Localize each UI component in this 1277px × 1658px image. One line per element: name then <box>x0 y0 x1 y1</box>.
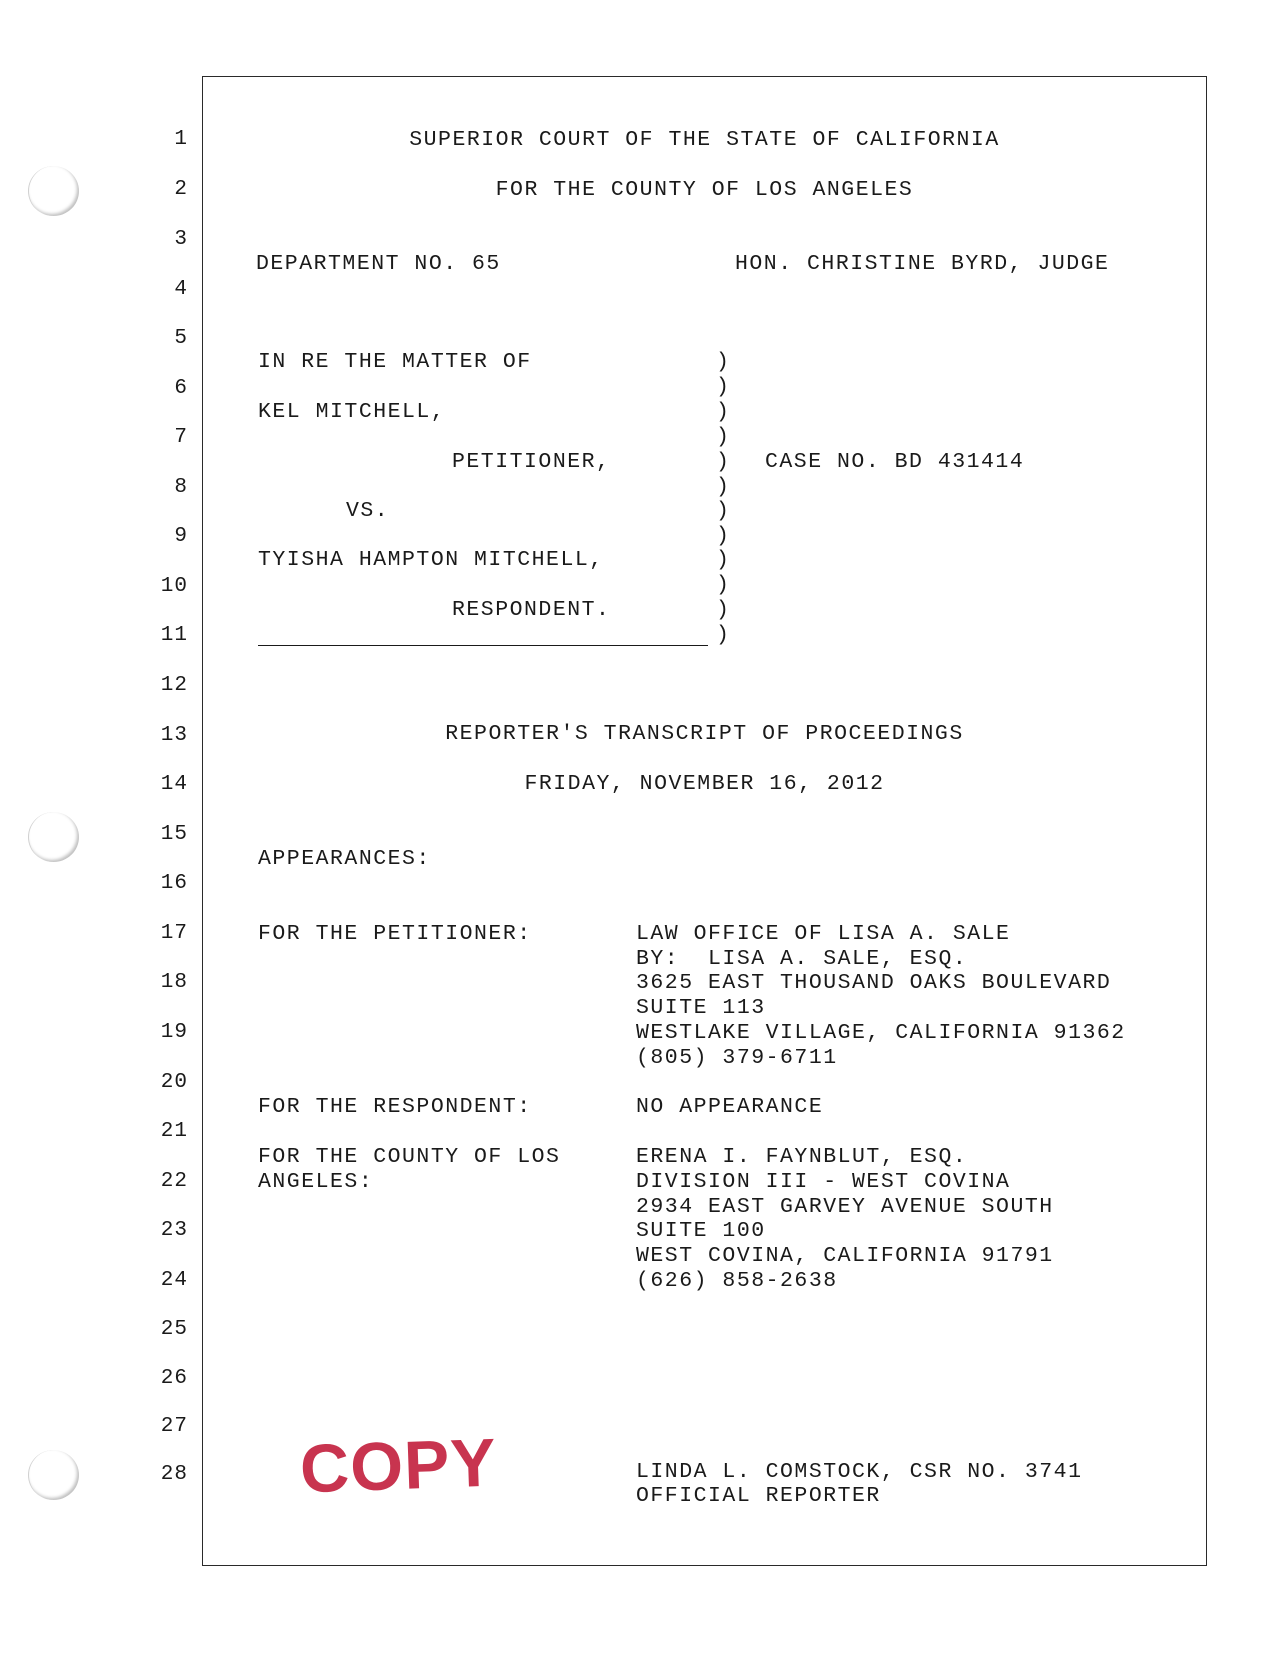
caption-paren: ) <box>716 548 729 572</box>
line-number: 23 <box>160 1219 188 1242</box>
binder-hole-middle <box>28 812 79 862</box>
case-number: CASE NO. BD 431414 <box>765 450 1025 474</box>
reporter-title: OFFICIAL REPORTER <box>636 1484 881 1508</box>
caption-petitioner-name: KEL MITCHELL, <box>258 400 446 424</box>
caption-paren: ) <box>716 623 729 647</box>
caption-paren: ) <box>716 475 729 499</box>
appearance-label: FOR THE COUNTY OF LOS <box>258 1145 561 1169</box>
line-number: 6 <box>174 377 188 400</box>
line-number: 3 <box>174 228 188 251</box>
line-number: 2 <box>174 178 188 201</box>
line-number: 7 <box>174 426 188 449</box>
department-number: DEPARTMENT NO. 65 <box>256 252 501 276</box>
caption-paren: ) <box>716 375 729 399</box>
proceedings-date: FRIDAY, NOVEMBER 16, 2012 <box>524 772 885 796</box>
line-number: 17 <box>160 922 188 945</box>
appearances-heading: APPEARANCES: <box>258 847 431 871</box>
caption-respondent-name: TYISHA HAMPTON MITCHELL, <box>258 548 604 572</box>
binder-hole-top <box>28 166 79 216</box>
reporter-name: LINDA L. COMSTOCK, CSR NO. 3741 <box>636 1460 1083 1484</box>
caption-underline <box>258 645 708 646</box>
appearance-line: ERENA I. FAYNBLUT, ESQ. <box>636 1145 968 1169</box>
caption-matter: IN RE THE MATTER OF <box>258 350 532 374</box>
line-number: 5 <box>174 327 188 350</box>
caption-paren: ) <box>716 425 729 449</box>
appearance-line: WEST COVINA, CALIFORNIA 91791 <box>636 1244 1054 1268</box>
line-number: 25 <box>160 1318 188 1341</box>
appearance-label: FOR THE PETITIONER: <box>258 922 532 946</box>
line-number: 14 <box>160 773 188 796</box>
appearance-line: WESTLAKE VILLAGE, CALIFORNIA 91362 <box>636 1021 1126 1045</box>
line-number: 18 <box>160 971 188 994</box>
line-number: 13 <box>160 724 188 747</box>
court-name: SUPERIOR COURT OF THE STATE OF CALIFORNIA <box>409 128 1000 152</box>
appearance-label: FOR THE RESPONDENT: <box>258 1095 532 1119</box>
page-border <box>202 76 1207 1566</box>
caption-petitioner-role: PETITIONER, <box>452 450 611 474</box>
line-number: 22 <box>160 1170 188 1193</box>
caption-paren: ) <box>716 499 729 523</box>
caption-paren: ) <box>716 450 729 474</box>
line-number: 1 <box>174 128 188 151</box>
caption-paren: ) <box>716 400 729 424</box>
caption-paren: ) <box>716 524 729 548</box>
caption-versus: VS. <box>346 499 390 523</box>
caption-respondent-role: RESPONDENT. <box>452 598 611 622</box>
county-name: FOR THE COUNTY OF LOS ANGELES <box>495 178 914 202</box>
line-number: 27 <box>160 1415 188 1438</box>
appearance-line: 2934 EAST GARVEY AVENUE SOUTH <box>636 1195 1054 1219</box>
appearance-line: DIVISION III - WEST COVINA <box>636 1170 1011 1194</box>
copy-stamp: COPY <box>298 1424 498 1508</box>
caption-paren: ) <box>716 598 729 622</box>
line-number: 9 <box>174 525 188 548</box>
judge-name: HON. CHRISTINE BYRD, JUDGE <box>735 252 1110 276</box>
transcript-title: REPORTER'S TRANSCRIPT OF PROCEEDINGS <box>445 722 964 746</box>
line-number: 11 <box>160 624 188 647</box>
line-number: 20 <box>160 1071 188 1094</box>
line-number: 28 <box>160 1463 188 1486</box>
line-number: 19 <box>160 1021 188 1044</box>
binder-hole-bottom <box>28 1450 79 1500</box>
line-number: 12 <box>160 674 188 697</box>
appearance-line: (626) 858-2638 <box>636 1269 838 1293</box>
appearance-line: (805) 379-6711 <box>636 1046 838 1070</box>
appearance-line: NO APPEARANCE <box>636 1095 824 1119</box>
appearance-line: BY: LISA A. SALE, ESQ. <box>636 947 968 971</box>
line-number: 15 <box>160 823 188 846</box>
appearance-line: LAW OFFICE OF LISA A. SALE <box>636 922 1011 946</box>
line-number: 10 <box>160 575 188 598</box>
appearance-label: ANGELES: <box>258 1170 374 1194</box>
line-number: 8 <box>174 476 188 499</box>
caption-paren: ) <box>716 350 729 374</box>
line-number: 16 <box>160 872 188 895</box>
appearance-line: 3625 EAST THOUSAND OAKS BOULEVARD <box>636 971 1112 995</box>
appearance-line: SUITE 113 <box>636 996 766 1020</box>
line-number: 4 <box>174 278 188 301</box>
line-number: 24 <box>160 1269 188 1292</box>
line-number: 21 <box>160 1120 188 1143</box>
line-number: 26 <box>160 1367 188 1390</box>
appearance-line: SUITE 100 <box>636 1219 766 1243</box>
caption-paren: ) <box>716 573 729 597</box>
